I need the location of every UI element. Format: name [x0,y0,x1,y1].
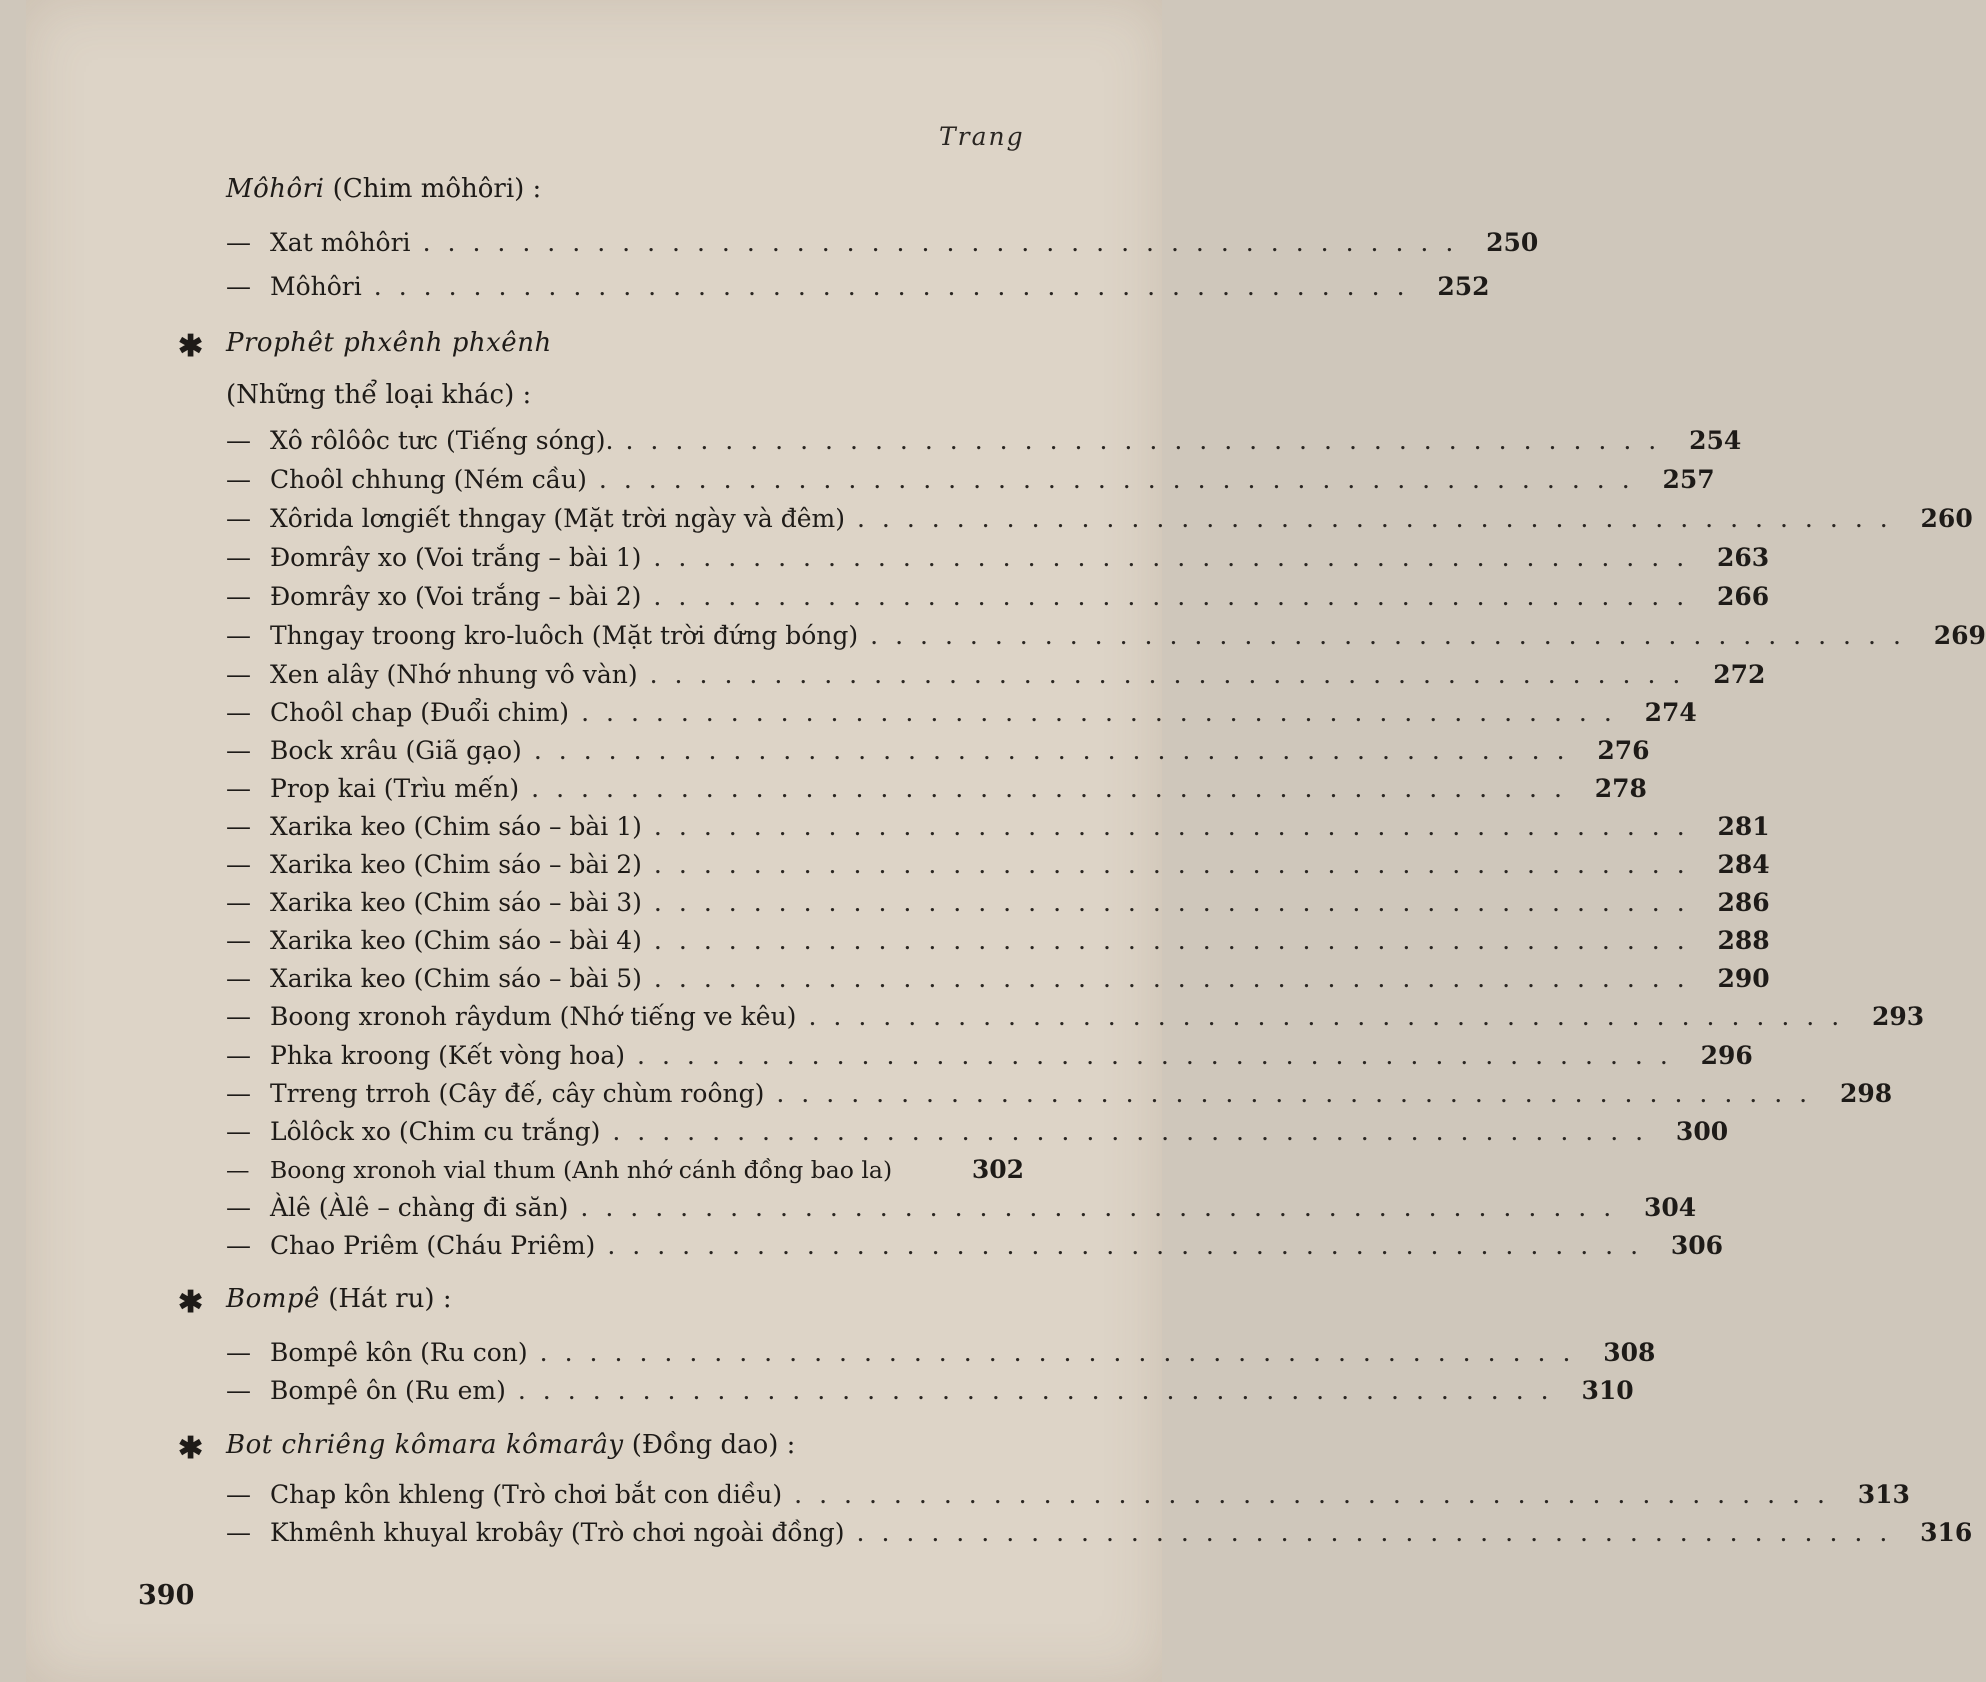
page-column-label: Trang [939,122,1025,151]
entry-title: Prop kai (Trìu mến) [270,774,520,803]
entry-page: 286 [1717,888,1770,917]
toc-entry: — Bock xrâu (Giã gạo) .......................................... 276 [226,736,1650,765]
entry-title: Xarika keo (Chim sáo – bài 2) [270,850,642,879]
entry-page: 278 [1594,774,1647,803]
toc-entry: — Trreng trroh (Cây đế, cây chùm roông) .......................................... 298 [226,1079,1893,1108]
section-heading-dongdao [226,1430,795,1468]
asterisk-icon: ✱ [178,329,204,364]
toc-entry: — Chao Priêm (Cháu Priêm) .......................................... 306 [226,1231,1724,1260]
toc-entry: — Khmênh khuyal krobây (Trò chơi ngoài đồng) .......................................... 316 [226,1518,1973,1547]
section-title-gloss: (Hát ru) : [319,1284,452,1314]
entry-page: 257 [1662,465,1715,494]
entry-page: 274 [1644,698,1697,727]
entry-title: Khmênh khuyal krobây (Trò chơi ngoài đồng) [270,1518,845,1547]
toc-entry: — Xarika keo (Chim sáo – bài 3) .......................................... 286 [226,888,1770,917]
entry-page: 269 [1933,621,1986,650]
section-title-gloss: (Đồng dao) : [623,1430,796,1460]
section-heading-prophet [226,328,552,366]
section-title-gloss: (Chim môhôri) : [324,174,542,204]
toc-entry: — Àlê (Àlê – chàng đi săn) .......................................... 304 [226,1193,1697,1222]
toc-entry: — Lôlôck xo (Chim cu trắng) .......................................... 300 [226,1117,1729,1146]
section-heading-bompe [226,1284,452,1322]
toc-entry: — Xôrida lơngiết thngay (Mặt trời ngày và đêm) .......................................... 260 [226,504,1973,533]
entry-page: 284 [1717,850,1770,879]
entry-title: Bompê ôn (Ru em) [270,1376,506,1405]
entry-page: 281 [1717,812,1770,841]
toc-entry: — Xarika keo (Chim sáo – bài 2) .......................................... 284 [226,850,1770,879]
toc-entry: — Boong xronoh vial thum (Anh nhớ cánh đồng bao la) 302 [226,1155,1024,1184]
entry-title: Boong xronoh vial thum (Anh nhớ cánh đồng bao la) [270,1156,893,1184]
entry-title: Phka kroong (Kết vòng hoa) [270,1041,626,1070]
section-title-italic: Bot chriêng kômara kômarây [226,1430,624,1460]
toc-entry: — Bompê kôn (Ru con) .......................................... 308 [226,1338,1656,1367]
entry-page: 304 [1643,1193,1697,1222]
entry-page: 272 [1713,660,1766,689]
toc-entry: — Xarika keo (Chim sáo – bài 4) .......................................... 288 [226,926,1770,955]
entry-page: 252 [1437,272,1490,301]
toc-entry: — Đomrây xo (Voi trắng – bài 1) .......................................... 263 [226,543,1770,572]
toc-entry: — Xarika keo (Chim sáo – bài 5) .......................................... 290 [226,964,1770,993]
entry-page: 296 [1700,1041,1753,1070]
entry-title: Đomrây xo (Voi trắng – bài 2) [270,582,642,611]
toc-entry: — Đomrây xo (Voi trắng – bài 2) .......................................... 266 [226,582,1770,611]
section-subtitle-prophet: (Những thể loại khác) : [226,380,532,410]
entry-page: 250 [1486,228,1539,257]
entry-title: Đomrây xo (Voi trắng – bài 1) [270,543,642,572]
entry-page: 254 [1689,426,1742,455]
entry-title: Choôl chap (Đuổi chim) [270,698,570,727]
entry-page: 276 [1597,736,1650,765]
entry-page: 316 [1920,1518,1973,1547]
entry-page: 298 [1839,1079,1893,1108]
entry-title: Chao Priêm (Cháu Priêm) [270,1231,596,1260]
entry-title: Thngay troong kro-luôch (Mặt trời đứng bóng) [270,621,859,650]
entry-title: Choôl chhung (Ném cầu) [270,465,587,494]
entry-page: 308 [1603,1338,1656,1367]
toc-entry: — Choôl chhung (Ném cầu) .......................................... 257 [226,465,1715,494]
entry-title: Chap kôn khleng (Trò chơi bắt con diều) [270,1480,783,1509]
entry-page: 288 [1717,926,1770,955]
section-title-italic: Bompê [226,1284,320,1314]
entry-page: 302 [971,1155,1024,1184]
entry-title: Xô rôlôôc tưc (Tiếng sóng). [270,426,614,455]
entry-title: Bock xrâu (Giã gạo) [270,736,522,765]
entry-title: Xarika keo (Chim sáo – bài 1) [270,812,642,841]
toc-entry: — Choôl chap (Đuổi chim) .......................................... 274 [226,698,1697,727]
entry-page: 260 [1920,504,1973,533]
entry-title: Àlê (Àlê – chàng đi săn) [270,1193,569,1222]
toc-entry: — Xen alây (Nhớ nhung vô vàn) .......................................... 272 [226,660,1766,689]
entry-title: Xarika keo (Chim sáo – bài 5) [270,964,642,993]
entry-page: 263 [1716,543,1770,572]
section-title-italic: Môhôri [226,174,325,204]
entry-title: Boong xronoh râydum (Nhớ tiếng ve kêu) [270,1002,797,1031]
entry-title: Lôlôck xo (Chim cu trắng) [270,1117,601,1146]
toc-entry: — Chap kôn khleng (Trò chơi bắt con diều) .......................................... 313 [226,1480,1910,1509]
entry-title: Xat môhôri [270,228,411,257]
entry-title: Xôrida lơngiết thngay (Mặt trời ngày và đêm) [270,504,845,533]
toc-entry: — Xô rôlôôc tưc (Tiếng sóng). .......................................... 254 [226,426,1742,455]
section-heading-mohori [226,174,541,212]
entry-title: Xarika keo (Chim sáo – bài 3) [270,888,642,917]
toc-entry: — Xarika keo (Chim sáo – bài 1) .......................................... 281 [226,812,1770,841]
entry-page: 313 [1857,1480,1910,1509]
toc-entry: — Xat môhôri .......................................... 250 [226,228,1539,257]
toc-entry: — Bompê ôn (Ru em) .......................................... 310 [226,1376,1634,1405]
entry-title: Xarika keo (Chim sáo – bài 4) [270,926,642,955]
book-page [26,0,1986,1682]
entry-page: 293 [1872,1002,1925,1031]
entry-title: Xen alây (Nhớ nhung vô vàn) [270,660,638,689]
asterisk-icon: ✱ [178,1431,204,1466]
entry-page: 306 [1670,1231,1724,1260]
toc-entry: — Môhôri .......................................... 252 [226,272,1490,301]
entry-title: Bompê kôn (Ru con) [270,1338,528,1367]
asterisk-icon: ✱ [178,1285,204,1320]
entry-page: 290 [1717,964,1770,993]
entry-title: Môhôri [270,272,362,301]
toc-entry: — Prop kai (Trìu mến) .......................................... 278 [226,774,1647,803]
toc-entry: — Thngay troong kro-luôch (Mặt trời đứng bóng) .......................................... 269 [226,621,1986,650]
toc-entry: — Boong xronoh râydum (Nhớ tiếng ve kêu) .......................................... 293 [226,1002,1925,1031]
entry-page: 300 [1675,1117,1729,1146]
entry-page: 310 [1581,1376,1634,1405]
section-title-italic: Prophêt phxênh phxênh [226,328,552,358]
entry-page: 266 [1716,582,1770,611]
toc-entry: — Phka kroong (Kết vòng hoa) .......................................... 296 [226,1041,1753,1070]
page-number: 390 [138,1580,195,1611]
entry-title: Trreng trroh (Cây đế, cây chùm roông) [270,1079,765,1108]
